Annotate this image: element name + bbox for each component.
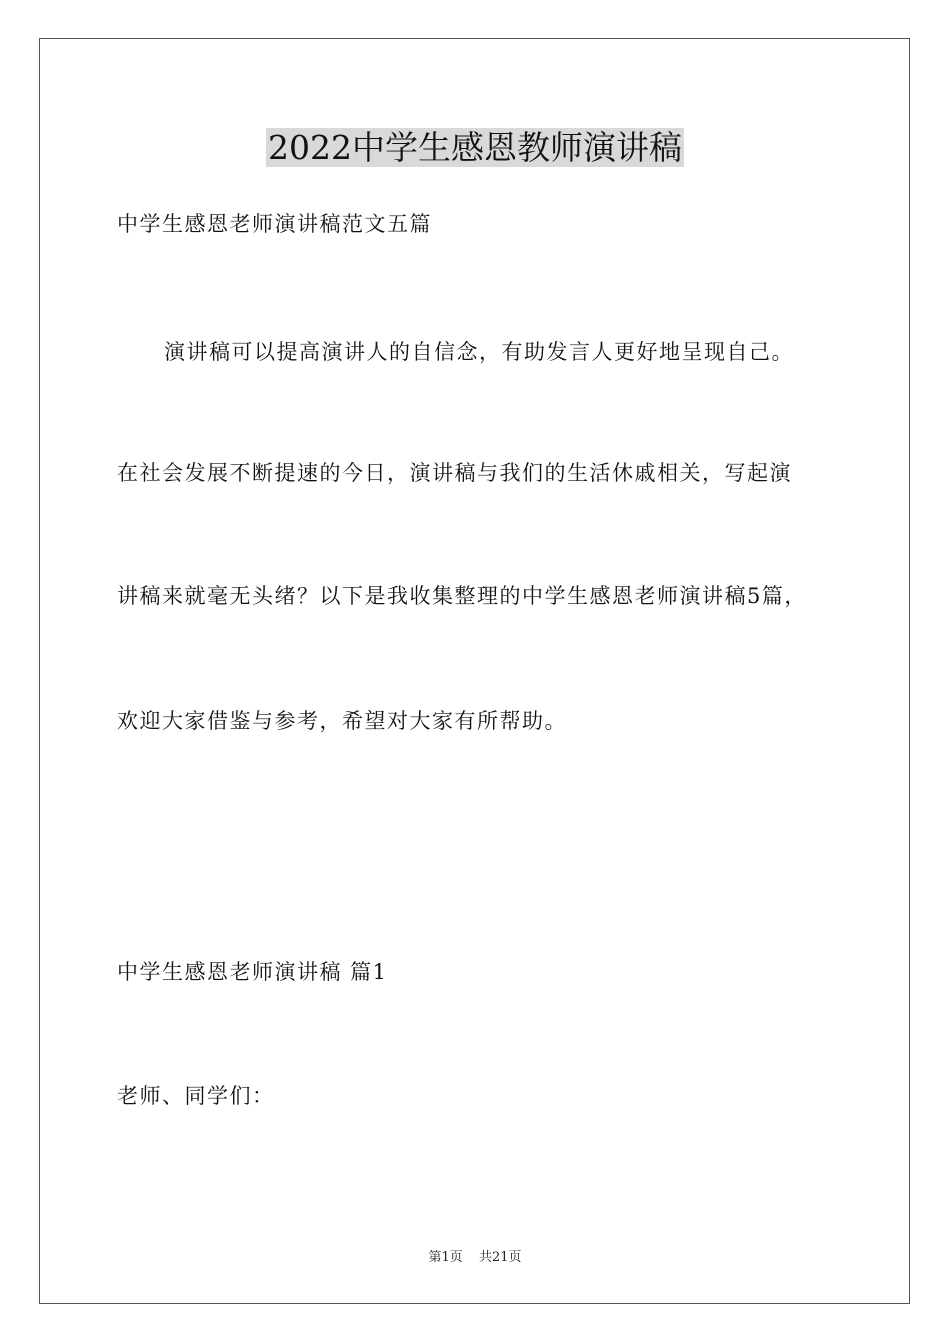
paragraph-line: 演讲稿可以提高演讲人的自信念，有助发言人更好地呈现自己。 xyxy=(164,340,794,364)
document-title-text: 2022中学生感恩教师演讲稿 xyxy=(268,128,682,167)
paragraph-line: 讲稿来就毫无头绪？以下是我收集整理的中学生感恩老师演讲稿5篇， xyxy=(117,584,807,608)
page-footer xyxy=(0,1249,950,1267)
document-title xyxy=(0,126,950,170)
document-subtitle: 中学生感恩老师演讲稿范文五篇 xyxy=(117,212,432,236)
paragraph-line: 欢迎大家借鉴与参考，希望对大家有所帮助。 xyxy=(117,709,567,733)
paragraph-line: 在社会发展不断提速的今日，演讲稿与我们的生活休戚相关，写起演 xyxy=(117,461,792,485)
section-heading: 中学生感恩老师演讲稿 篇1 xyxy=(117,960,388,984)
total-pages: 共21页 xyxy=(478,1250,522,1265)
salutation: 老师、同学们： xyxy=(117,1084,275,1108)
current-page-number: 第1页 xyxy=(428,1250,463,1265)
